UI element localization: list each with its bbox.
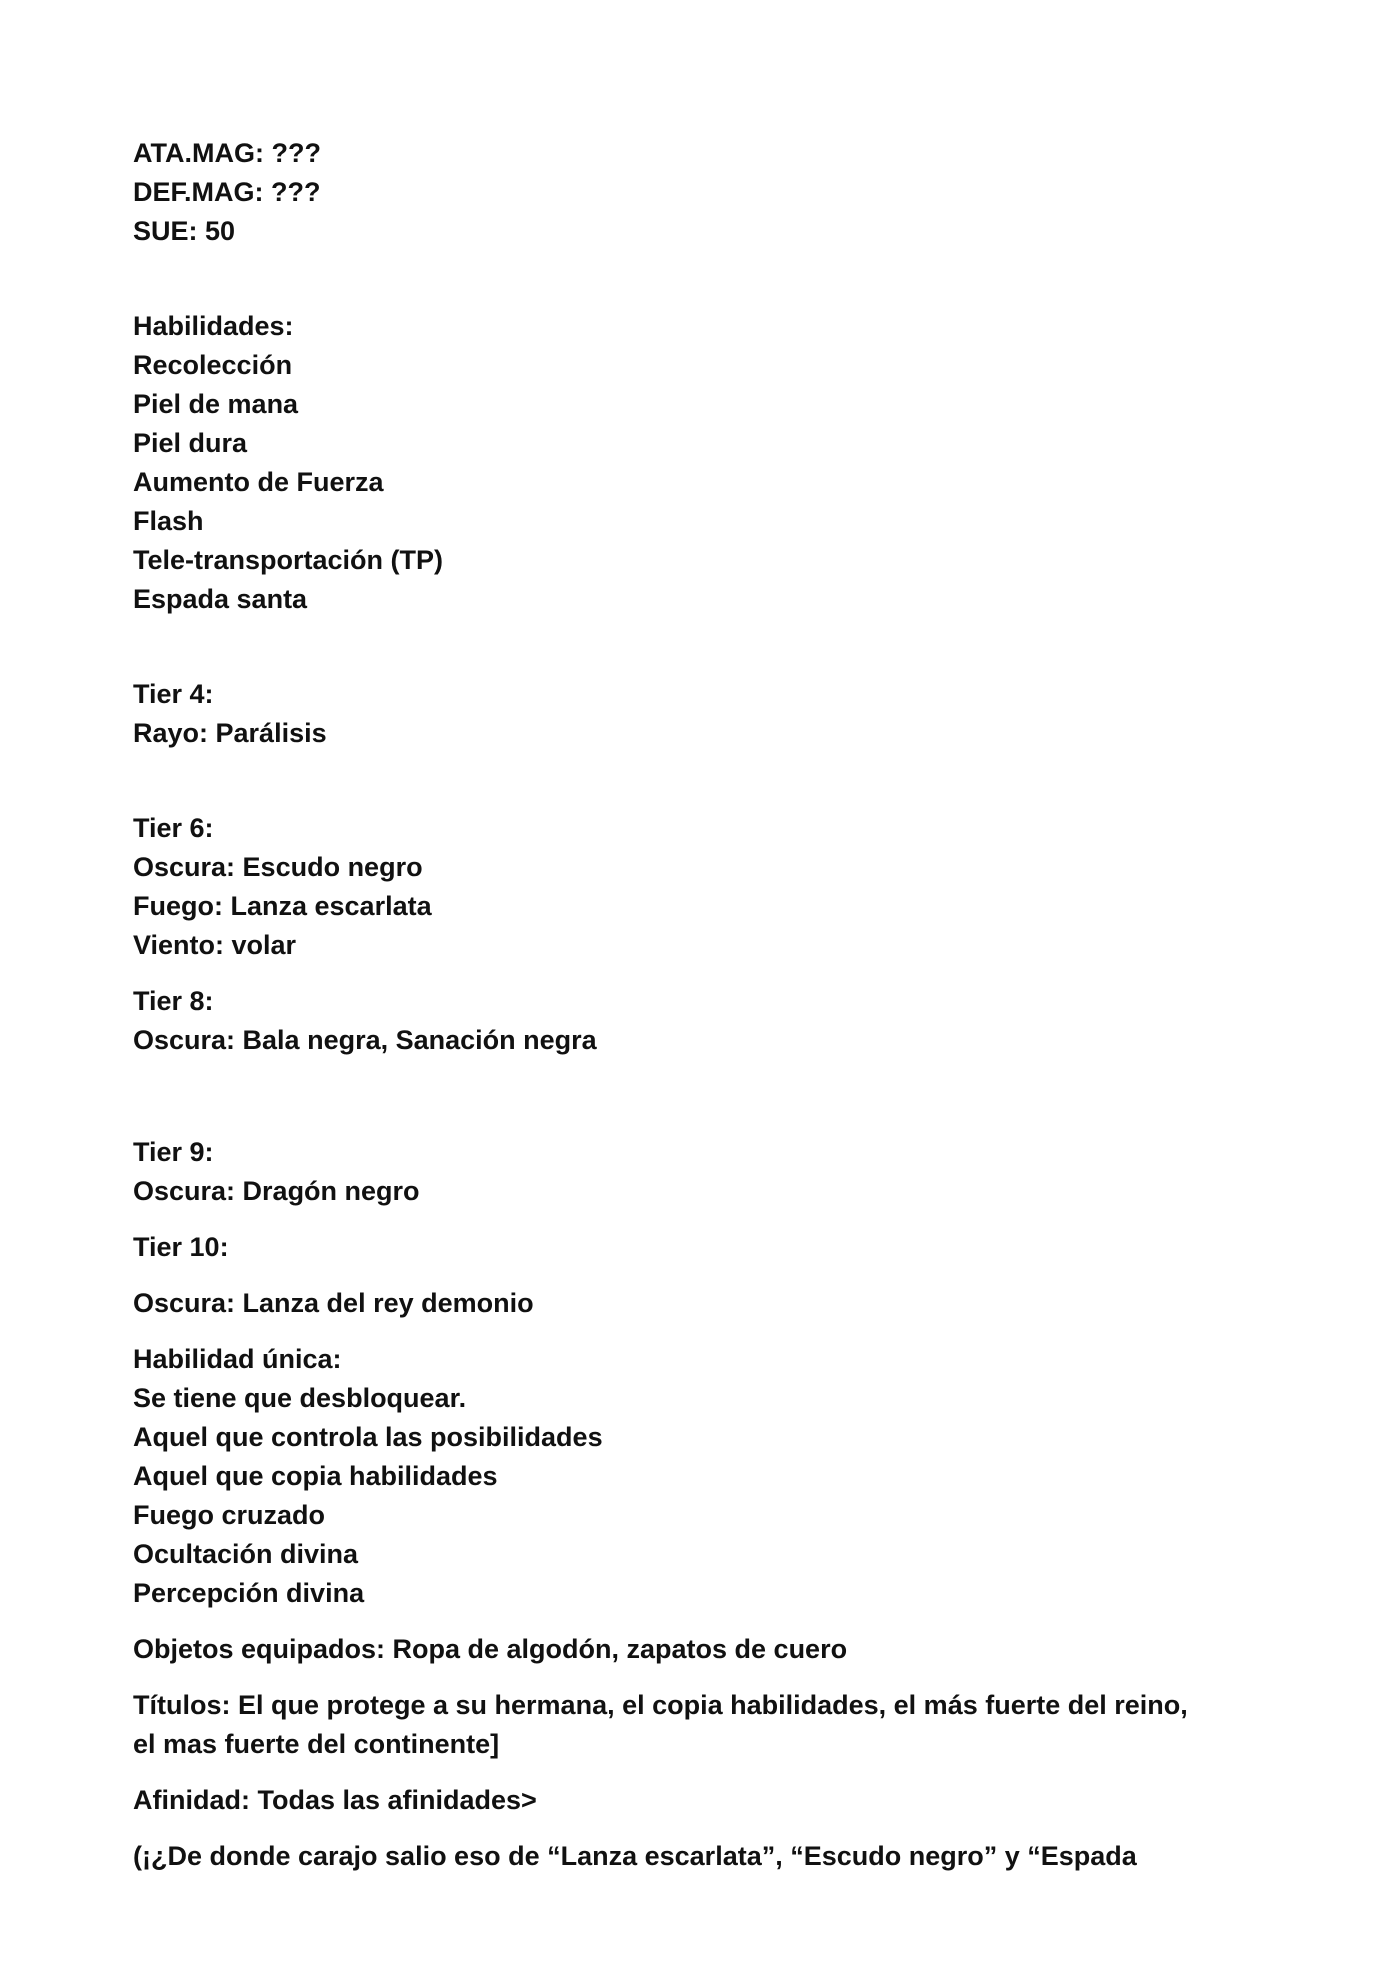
tier-8-heading: Tier 8: [133,986,214,1016]
habilidad-item: Espada santa [133,584,308,614]
objetos-equipados: Objetos equipados: Ropa de algodón, zapatos de cuero [133,1634,848,1664]
tier-6-item: Oscura: Escudo negro [133,852,423,882]
habilidad-unica-item: Fuego cruzado [133,1500,326,1530]
habilidad-unica-item: Aquel que copia habilidades [133,1461,498,1491]
tier-10-item: Oscura: Lanza del rey demonio [133,1288,534,1318]
habilidad-item: Tele-transportación (TP) [133,545,444,575]
habilidad-item: Piel dura [133,428,248,458]
habilidad-unica-item: Percepción divina [133,1578,365,1608]
habilidad-item: Flash [133,506,204,536]
habilidad-unica-item: Aquel que controla las posibilidades [133,1422,603,1452]
comment-line: (¡¿De donde carajo salio eso de “Lanza escarlata”, “Escudo negro” y “Espada [133,1841,1137,1871]
habilidades-heading: Habilidades: [133,311,294,341]
habilidad-item: Recolección [133,350,293,380]
tier-10-heading: Tier 10: [133,1232,229,1262]
habilidad-unica-item: Se tiene que desbloquear. [133,1383,467,1413]
tier-9-heading: Tier 9: [133,1137,214,1167]
tier-6-item: Fuego: Lanza escarlata [133,891,432,921]
tier-6-item: Viento: volar [133,930,297,960]
habilidad-item: Aumento de Fuerza [133,467,384,497]
titulos-line-2: el mas fuerte del continente] [133,1729,500,1759]
afinidad: Afinidad: Todas las afinidades> [133,1785,537,1815]
stat-ata-mag: ATA.MAG: ??? [133,138,321,168]
tier-4-heading: Tier 4: [133,679,214,709]
habilidad-item: Piel de mana [133,389,299,419]
tier-6-heading: Tier 6: [133,813,214,843]
habilidad-unica-heading: Habilidad única: [133,1344,342,1374]
stat-def-mag: DEF.MAG: ??? [133,177,321,207]
tier-9-item: Oscura: Dragón negro [133,1176,420,1206]
document-page [133,134,1313,1876]
tier-4-item: Rayo: Parálisis [133,718,327,748]
stat-sue: SUE: 50 [133,216,236,246]
tier-8-item: Oscura: Bala negra, Sanación negra [133,1025,597,1055]
habilidad-unica-item: Ocultación divina [133,1539,359,1569]
titulos-line-1: Títulos: El que protege a su hermana, el copia habilidades, el más fuerte del reino, [133,1690,1188,1720]
